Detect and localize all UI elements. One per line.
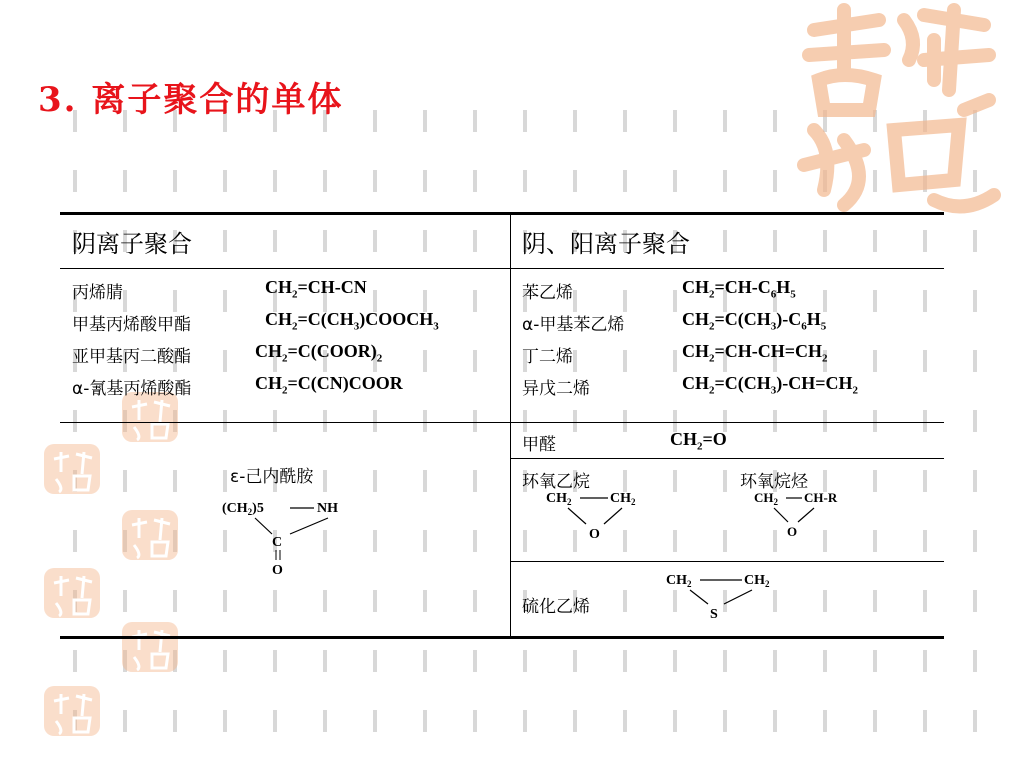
- row-rule: [510, 561, 944, 562]
- episulfide-structure: [664, 568, 794, 624]
- monomer-table: [60, 212, 944, 639]
- caprolactam-structure: [210, 490, 370, 580]
- alkylene-oxide-name: 环氧烷烃: [740, 472, 808, 492]
- caprolactam-c: C: [272, 535, 283, 550]
- decorative-seal-graphic: [784, 0, 1004, 220]
- table-top-rule: [60, 212, 944, 215]
- anionic-monomer-formula: $CH_2=CH-CN$: [265, 277, 367, 301]
- svg-text:S: S: [710, 607, 718, 622]
- anionic-monomer-name: 丙烯腈: [72, 283, 123, 303]
- caprolactam-nh: NH: [317, 501, 338, 516]
- header-anionic-cationic: 阴、阳离子聚合: [522, 230, 690, 258]
- anionic-monomer-name: α-氰基丙烯酸酯: [72, 379, 192, 399]
- row-rule: [60, 422, 944, 423]
- both-monomer-formula: $CH_2=C(CH_3)-CH=CH_2$: [682, 373, 858, 397]
- anionic-monomer-formula: $CH_2=C(COOR)_2$: [255, 341, 383, 365]
- svg-text:CH2: $CH_2$: [610, 491, 636, 507]
- formaldehyde-formula: $CH_2=O$: [670, 429, 727, 453]
- alkylene-oxide-structure: [752, 486, 882, 546]
- both-monomer-name: 苯乙烯: [522, 283, 573, 303]
- episulfide-name: 硫化乙烯: [522, 597, 590, 617]
- both-monomer-formula: $CH_2=CH-C_6H_5$: [682, 277, 796, 301]
- table-bottom-rule: [60, 636, 944, 639]
- both-monomer-name: 异戊二烯: [522, 379, 590, 399]
- svg-text:CH2: $CH_2$: [744, 573, 770, 589]
- column-divider: [510, 212, 511, 639]
- svg-text:CH2: $CH_2$: [754, 490, 778, 507]
- both-monomer-formula: $CH_2=C(CH_3)-C_6H_5$: [682, 309, 827, 333]
- caprolactam-ch2: $(CH_2)5$: [222, 501, 264, 517]
- svg-text:CH-R: CH-R: [804, 490, 838, 505]
- formaldehyde-name: 甲醛: [522, 435, 556, 455]
- anionic-monomer-name: 亚甲基丙二酸酯: [72, 347, 191, 367]
- svg-text:CH2: $CH_2$: [546, 491, 572, 507]
- caprolactam-o: O: [272, 563, 283, 578]
- anionic-monomer-formula: $CH_2=C(CH_3)COOCH_3$: [265, 309, 439, 333]
- caprolactam-name: ε-己内酰胺: [230, 467, 314, 487]
- svg-text:CH2: $CH_2$: [666, 573, 692, 589]
- svg-text:O: O: [787, 524, 798, 539]
- both-monomer-name: α-甲基苯乙烯: [522, 315, 625, 335]
- slide-title: 3. 离子聚合的单体: [38, 80, 344, 120]
- both-monomer-formula: $CH_2=CH-CH=CH_2$: [682, 341, 828, 365]
- decorative-seal-small: [44, 686, 100, 736]
- svg-text:O: O: [589, 527, 600, 542]
- ethylene-oxide-structure: [540, 486, 670, 546]
- row-rule: [510, 458, 944, 459]
- ethylene-oxide-name: 环氧乙烷: [522, 472, 590, 492]
- header-anionic: 阴离子聚合: [72, 230, 192, 258]
- header-rule: [60, 268, 944, 269]
- anionic-monomer-name: 甲基丙烯酸甲酯: [72, 315, 191, 335]
- both-monomer-name: 丁二烯: [522, 347, 573, 367]
- anionic-monomer-formula: $CH_2=C(CN)COOR$: [255, 373, 403, 397]
